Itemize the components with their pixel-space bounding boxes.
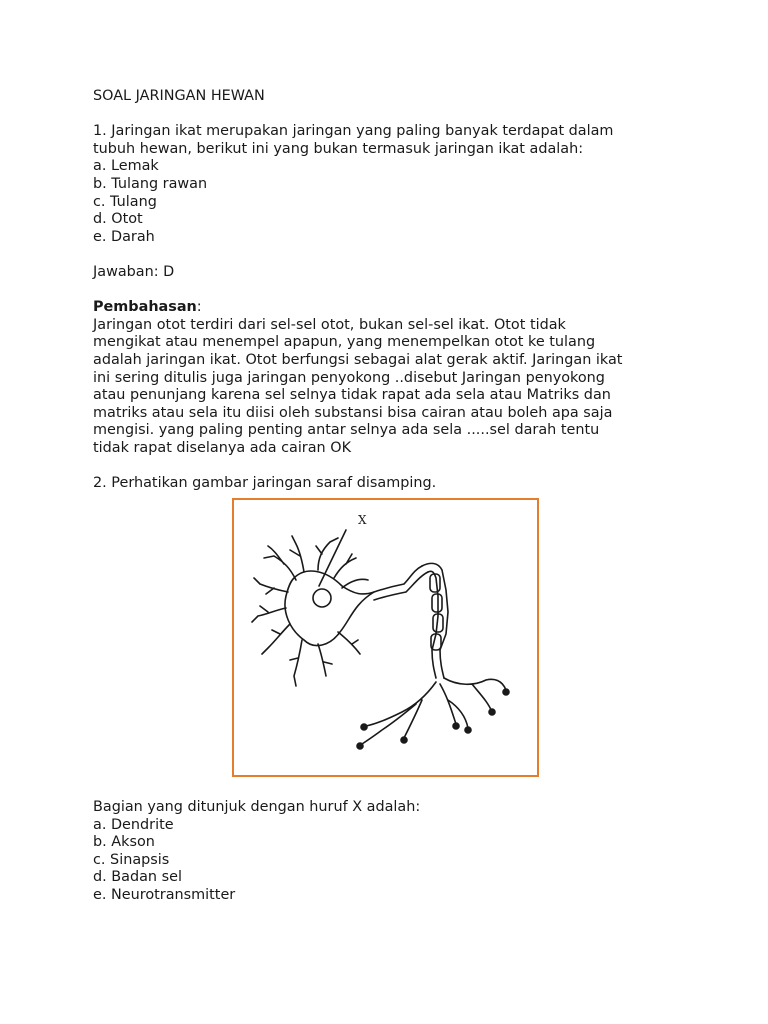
nucleus xyxy=(313,589,331,607)
q1-option-c: c. Tulang xyxy=(93,193,157,210)
q2-prompt: 2. Perhatikan gambar jaringan saraf disamping. xyxy=(93,475,437,492)
page-title: SOAL JARINGAN HEWAN xyxy=(93,88,265,104)
discussion-heading: Pembahasan xyxy=(93,299,197,316)
q2-option-d: d. Badan sel xyxy=(93,869,182,886)
discussion-line-7: mengisi. yang paling penting antar selnya ada sela .....sel darah tentu xyxy=(93,422,600,439)
discussion-colon: : xyxy=(196,299,202,316)
discussion-line-3: adalah jaringan ikat. Otot berfungsi sebagai alat gerak aktif. Jaringan ikat xyxy=(93,351,623,368)
document-body xyxy=(93,88,733,493)
q1-option-b: b. Tulang rawan xyxy=(93,175,208,192)
discussion-line-2: mengikat atau menempel apapun, yang menempelkan otot ke tulang xyxy=(93,334,596,351)
discussion-line-6: matriks atau sela itu diisi oleh substansi bisa cairan atau boleh apa saja xyxy=(93,404,613,421)
q1-answer: Jawaban: D xyxy=(93,263,175,280)
q1-option-a: a. Lemak xyxy=(93,158,159,175)
q1-option-d: d. Otot xyxy=(93,211,143,228)
discussion-heading-line xyxy=(93,299,733,317)
q2-option-c: c. Sinapsis xyxy=(93,851,170,868)
q2-option-e: e. Neurotransmitter xyxy=(93,886,236,903)
discussion-line-4: ini sering ditulis juga jaringan penyokong ..disebut Jaringan penyokong xyxy=(93,369,605,386)
neuron-drawing xyxy=(234,500,537,775)
figure-label-x: X xyxy=(358,513,367,527)
discussion-line-1: Jaringan otot terdiri dari sel-sel otot, bukan sel-sel ikat. Otot tidak xyxy=(93,316,566,333)
q1-line-1: 1. Jaringan ikat merupakan jaringan yang paling banyak terdapat dalam xyxy=(93,123,614,140)
q2-option-a: a. Dendrite xyxy=(93,816,174,833)
q1-option-e: e. Darah xyxy=(93,228,155,245)
q1-line-2: tubuh hewan, berikut ini yang bukan termasuk jaringan ikat adalah: xyxy=(93,140,584,157)
discussion-line-5: atau penunjang karena sel selnya tidak rapat ada sela atau Matriks dan xyxy=(93,387,611,404)
neuron-figure xyxy=(232,498,539,777)
q2-option-b: b. Akson xyxy=(93,834,155,851)
q2-block xyxy=(93,799,733,905)
discussion-line-8: tidak rapat diselanya ada cairan OK xyxy=(93,439,352,456)
q2-question: Bagian yang ditunjuk dengan huruf X adalah: xyxy=(93,799,421,815)
cell-body-outline xyxy=(285,571,374,646)
